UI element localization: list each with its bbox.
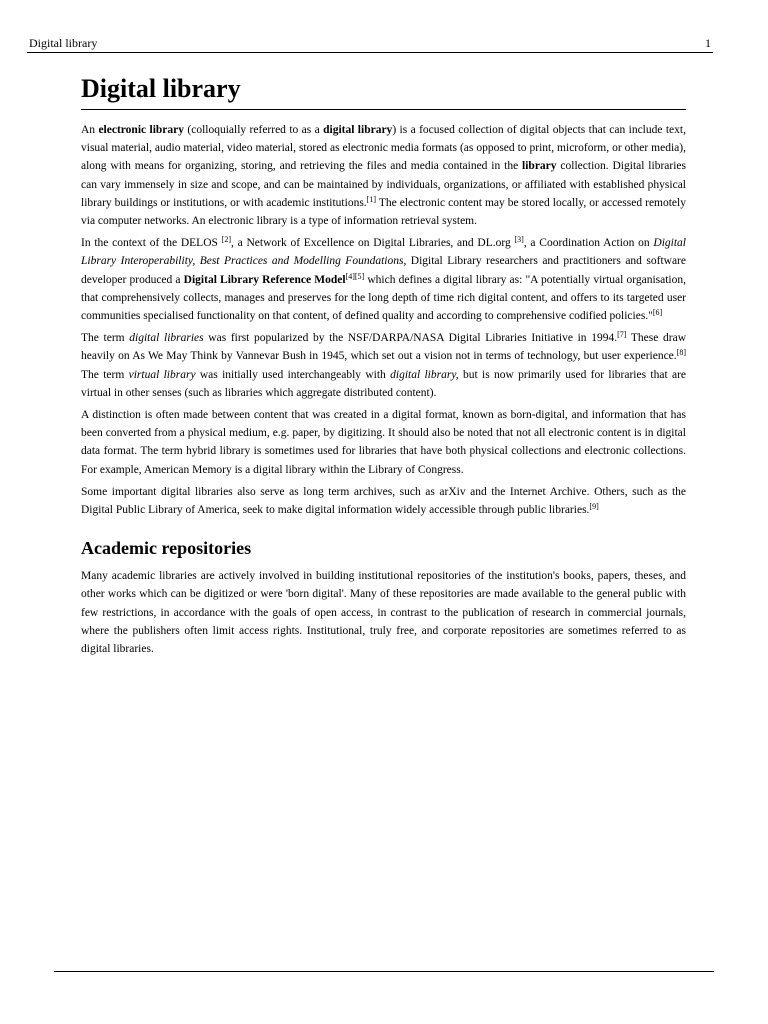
section-heading-academic-repositories: Academic repositories (81, 538, 252, 559)
text-run: These draw heavily on As We May Think by Vannevar Bush in 1945, which set out a vision not in terms of technology, but user experience. (81, 332, 686, 363)
paragraph-intro (81, 121, 686, 230)
citation-link[interactable]: [6] (652, 308, 663, 318)
text-run: was initially used interchangeably with (195, 368, 391, 381)
text-run: , a Coordination Action on (523, 237, 654, 250)
text-run: collection. Digital libraries can vary immensely in size and scope, and can be maintained by individuals, organizations, or affiliated with established physical library buildings or institutions, or with academic institutions. (81, 160, 686, 209)
text-run: but is now primarily used for libraries that are virtual in other senses (such as libraries which aggregate distributed content). (81, 368, 687, 399)
article-body (81, 121, 686, 658)
text-run: The term (81, 368, 129, 381)
paragraph-archives (81, 483, 686, 519)
page-number: 1 (705, 36, 711, 50)
text-run: The term (81, 332, 130, 345)
citation-link[interactable]: [9] (589, 502, 599, 512)
bold-term-library: library (522, 160, 557, 173)
paragraph-born-digital: A distinction is often made between content that was created in a digital format, known as born-digital, and information that has been converted from a physical medium, e.g. paper, by digitizing. It should also be noted that not all electronic content is in digital data format. The term hybrid library is sometimes used for libraries that have both physical collections and electronic collections. For example, American Memory is a digital library within the Library of Congress. (81, 409, 686, 476)
text-run: ) is a focused collection of digital objects that can include text, visual material, audio material, video material, stored as electronic media formats (as opposed to print, microform, or other media), along with means for organizing, storing, and retrieving the files and media contained in the (81, 124, 686, 173)
page-title: Digital library (81, 72, 686, 110)
text-run: (colloquially referred to as a (184, 124, 324, 136)
citation-link[interactable]: [8] (676, 348, 686, 358)
footer-rule (54, 971, 714, 972)
running-header (27, 36, 713, 53)
text-run: , a Network of Excellence on Digital Libraries, and DL.org (231, 237, 515, 250)
citation-link[interactable]: [4][5] (345, 271, 365, 281)
citation-link[interactable]: [7] (617, 330, 627, 340)
running-header-title: Digital library (29, 36, 98, 50)
text-run: was first popularized by the NSF/DARPA/NASA Digital Libraries Initiative in 1994. (203, 332, 618, 345)
bold-term-reference-model: Digital Library Reference Model (183, 273, 346, 286)
bold-term-electronic-library: electronic library (98, 124, 185, 136)
italic-term: digital libraries (129, 332, 204, 345)
paragraph-academic-repositories: Many academic libraries are actively involved in building institutional repositories of the institution's books, papers, theses, and other works which can be digitized or were 'born digital'. Many of these repositories are made available to the general public with few restrictions, in accordance with the goals of open access, in contrast to the publication of research in commercial journals, where the publishers often limit access rights. Institutional, truly free, and corporate repositories are sometimes referred to as digital libraries. (81, 570, 686, 656)
bold-term-digital-library: digital library (323, 124, 393, 136)
text-run: In the context of the DELOS (81, 237, 222, 250)
paragraph-history (81, 329, 686, 402)
italic-term: digital library, (390, 368, 459, 381)
citation-link[interactable]: [1] (366, 194, 376, 204)
citation-link[interactable]: [2] (221, 235, 231, 245)
text-run: The electronic content may be stored locally, or accessed remotely via computer networks. An electronic library is a type of information retrieval system. (81, 196, 686, 228)
paragraph-delos (81, 234, 686, 325)
text-run: which defines a digital library as: "A potentially virtual organisation, that comprehensively collects, manages and preserves for the long depth of time rich digital content, and offers to its targeted user communities specialised functionality on that content, of defined quality and according to comprehensive codified policies." (81, 273, 686, 323)
text-run: Some important digital libraries also serve as long term archives, such as arXiv and the Internet Archive. Others, such as the Digital Public Library of America, seek to make digital information widely accessible through public libraries. (81, 485, 686, 517)
italic-term: virtual library (128, 368, 196, 381)
text-run: An (81, 124, 99, 136)
article-content (81, 72, 686, 662)
italic-title: Digital Library Interoperability, Best Practices and Modelling Foundations (81, 237, 686, 268)
text-run: , Digital Library researchers and practitioners and software developer produced a (81, 255, 686, 286)
citation-link[interactable]: [3] (514, 235, 524, 245)
